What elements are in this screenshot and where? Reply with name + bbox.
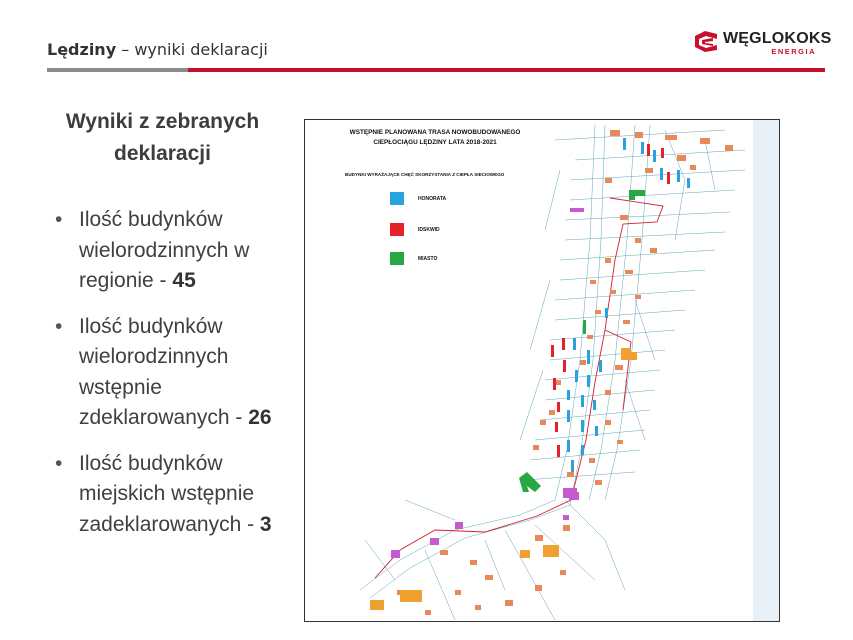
header-rule-gray — [47, 68, 188, 72]
industrial-areas — [370, 348, 637, 610]
legend-swatch — [390, 223, 404, 236]
legend-label: HONORATA — [418, 196, 447, 202]
header-rule-red — [188, 68, 825, 72]
map-title-line2: CIEPŁOCIĄGU LĘDZINY LATA 2018-2021 — [373, 139, 497, 146]
header-separator: – — [121, 40, 130, 59]
header-title — [47, 40, 268, 59]
legend-label: MIASTO — [418, 256, 438, 262]
map-drawing — [305, 120, 779, 621]
list-item — [55, 205, 305, 297]
legend-label: IDSKWID — [418, 227, 440, 233]
section-title: Wyniki z zebranych deklaracji — [65, 110, 260, 165]
bullet-value: 45 — [172, 269, 196, 292]
legend-swatch — [390, 252, 404, 265]
logo-mark-icon — [693, 30, 721, 52]
logo-name: WĘGLOKOKS — [723, 30, 832, 47]
bullet-text: Ilość budynków wielorodzinnych w regionie - — [79, 208, 250, 292]
map-title-line1: WSTĘPNIE PLANOWANA TRASA NOWOBUDOWANEGO — [349, 129, 521, 136]
honorata-buildings — [567, 138, 690, 472]
logo-sub: ENERGIA — [771, 47, 816, 56]
map-side-strip — [753, 120, 779, 621]
header-city: Lędziny — [47, 40, 117, 59]
legend-item-honorata — [390, 192, 530, 212]
heating-map — [304, 119, 780, 622]
company-logo — [693, 28, 832, 58]
results-list — [55, 205, 305, 555]
legend-item-idskwid — [390, 223, 530, 243]
list-item — [55, 312, 305, 434]
legend-item-miasto — [390, 252, 530, 272]
list-item — [55, 449, 305, 541]
bullet-text: Ilość budynków miejskich wstępnie zadeklarowanych - — [79, 451, 260, 536]
legend-caption: BUDYNKI WYRAŻAJĄCE CHĘĆ SKORZYSTANIA Z CIEPŁA SIECIOWEGO — [345, 172, 505, 177]
legend-swatch — [390, 192, 404, 205]
header-subtitle: wyniki deklaracji — [134, 40, 268, 59]
map-title — [325, 128, 545, 148]
bullet-text: Ilość budynków wielorodzinnych wstępnie zdeklarowanych - — [79, 314, 249, 429]
bullet-value: 3 — [259, 512, 272, 536]
bullet-value: 26 — [248, 406, 272, 429]
